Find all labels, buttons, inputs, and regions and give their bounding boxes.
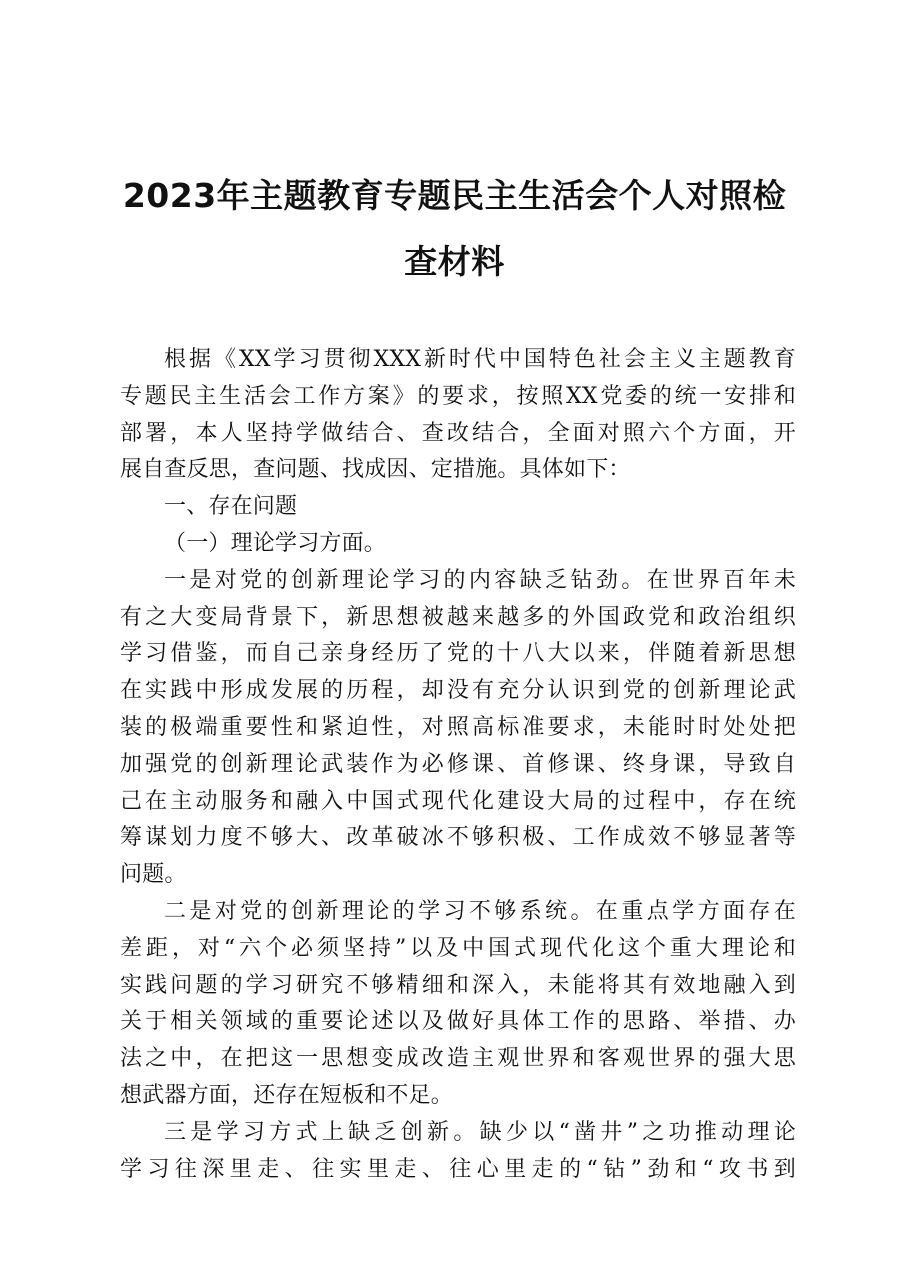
- text-line: 一是对党的创新理论学习的内容缺乏钻劲。在世界百年未: [164, 567, 796, 593]
- text-line: 加强党的创新理论武装作为必修课、首修课、终身课，导致自: [120, 751, 796, 777]
- document-title-line-1: 2023年主题教育专题民主生活会个人对照检: [122, 176, 787, 215]
- text-line: 有之大变局背景下，新思想被越来越多的外国政党和政治组织: [120, 604, 796, 630]
- text-line: 专题民主生活会工作方案》的要求，按照XX党委的统一安排和: [120, 383, 796, 409]
- text-line: 筹谋划力度不够大、改革破冰不够积极、工作成效不够显著等: [120, 825, 796, 851]
- text-line: 学习往深里走、往实里走、往心里走的“钻”劲和“攻书到: [120, 1156, 796, 1182]
- text-line: 想武器方面，还存在短板和不足。: [120, 1082, 454, 1108]
- text-line: 法之中，在把这一思想变成改造主观世界和客观世界的强大思: [120, 1046, 796, 1072]
- text-line: 二是对党的创新理论的学习不够系统。在重点学方面存在: [164, 898, 796, 924]
- text-line: 三是学习方式上缺乏创新。缺少以“凿井”之功推动理论: [164, 1119, 796, 1145]
- document-body: [120, 342, 796, 1188]
- text-line: 差距，对“六个必须坚持”以及中国式现代化这个重大理论和: [120, 935, 796, 961]
- document-title-line-2: 查材料: [404, 242, 505, 281]
- text-line: 一、存在问题: [164, 494, 298, 520]
- text-line: （一）理论学习方面。: [164, 530, 387, 556]
- text-line: 学习借鉴，而自己亲身经历了党的十八大以来，伴随着新思想: [120, 641, 796, 667]
- text-line: 装的极端重要性和紧迫性，对照高标准要求，未能时时处处把: [120, 714, 796, 740]
- text-line: 问题。: [120, 862, 187, 888]
- text-line: 关于相关领域的重要论述以及做好具体工作的思路、举措、办: [120, 1009, 796, 1035]
- text-line: 实践问题的学习研究不够精细和深入，未能将其有效地融入到: [120, 972, 796, 998]
- text-line: 己在主动服务和融入中国式现代化建设大局的过程中，存在统: [120, 788, 796, 814]
- text-line: 根据《XX学习贯彻XXX新时代中国特色社会主义主题教育: [164, 347, 796, 372]
- text-line: 展自查反思，查问题、找成因、定措施。具体如下：: [120, 457, 631, 483]
- text-line: 部署，本人坚持学做结合、查改结合，全面对照六个方面，开: [120, 420, 796, 446]
- text-line: 在实践中形成发展的历程，却没有充分认识到党的创新理论武: [120, 678, 796, 704]
